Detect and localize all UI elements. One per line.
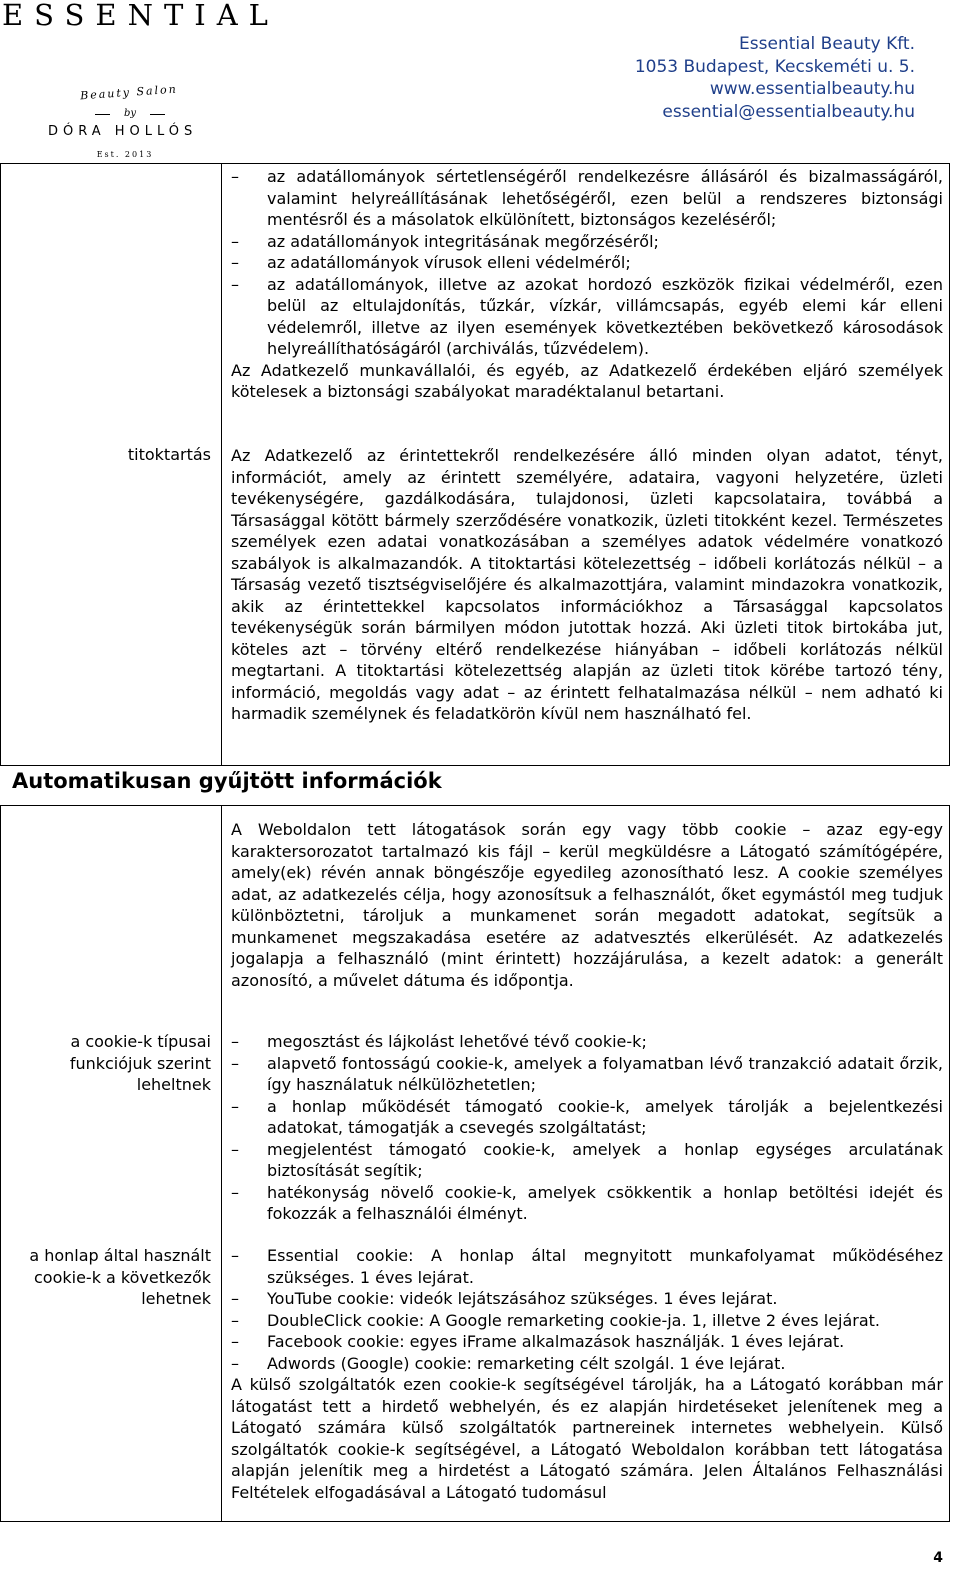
list-item: – az adatállományok sértetlenségéről rendelkezésre állásáról és bizalmasságáról, valamint helyreállításának lehetőségéről, ezen belül a rendszeres biztonsági mentésről és a másolatok elkülönített, biztonságos kezeléséről; <box>231 166 943 231</box>
logo-owner-name: DÓRA HOLLÓS <box>48 124 198 139</box>
logo <box>0 0 279 165</box>
company-address: 1053 Budapest, Kecskeméti u. 5. <box>634 56 915 77</box>
list-item: – DoubleClick cookie: A Google remarketing cookie-ja. 1, illetve 2 éves lejárat. <box>231 1310 943 1332</box>
company-email[interactable]: essential@essentialbeauty.hu <box>662 101 915 122</box>
list-item: – Essential cookie: A honlap által megnyitott munkafolyamat működéséhez szükséges. 1 éves lejárat. <box>231 1245 943 1288</box>
list-item: – az adatállományok integritásának megőrzéséről; <box>231 231 943 253</box>
security-measures-cell <box>231 166 943 403</box>
cookies-table <box>0 805 950 1522</box>
company-website[interactable]: www.essentialbeauty.hu <box>709 79 915 99</box>
used-cookies-closing-text: A külső szolgáltatók ezen cookie-k segítségével tárolják, ha a Látogató korábban már látogatást tett a hirdető webhelyén, és ez alapján hirdetéseket jelenítenek meg a Látogató számára külső szolgáltatók partnereinek internetes webhelyein. Külső szolgáltatók cookie-k segítségével, a Látogató Weboldalon korábban tett látogatása alapján jelenítik meg a hirdetést a Látogató számára. Jelen Általános Felhasználási Feltételek elfogadásával a Látogató tudomásul <box>231 1375 943 1502</box>
used-cookies-cell <box>231 1245 943 1503</box>
used-cookies-label: a honlap által használt cookie-k a következők lehetnek <box>29 1246 211 1308</box>
confidentiality-text: Az Adatkezelő az érintettekről rendelkezésére álló minden olyan adatot, tényt, információt, amely az érintett személyére, adataira, vagyoni helyzetére, üzleti tevékenységére, gazdálkodására, tulajdonosi, üzleti kapcsolataira, továbbá a Társasággal kötött bármely szerződésére vonatkozik, üzleti titokként kezel. Természetes személyek ezen adatai vonatkozásában a személyes adatok védelmére vonatkozó szabályok is alkalmazandók. A titoktartási kötelezettség – időbeli korlátozás nélkül – a Társaság vezető tisztségviselőjére és alkalmazottjára, valamint mindazokra vonatkozik, akik az érintettekkel kapcsolatos információkhoz a Társasággal kapcsolatos tevékenységük során bármilyen módon jutottak hozzá. Aki üzleti titok birtokába jut, köteles azt – törvény eltérő rendelkezése hiányában – időbeli korlátozás nélkül megtartani. A titoktartási kötelezettség alapján az üzleti titok körébe tartozó tény, információ, megoldás vagy adat – az érintett felhatalmazása nélkül – nem adható ki harmadik személynek és feladatkörön kívül nem használható fel. <box>231 446 943 723</box>
company-info <box>495 33 915 123</box>
security-table <box>0 163 950 766</box>
cookie-intro-text: A Weboldalon tett látogatások során egy vagy több cookie – azaz egy-egy karaktersorozatot tartalmazó kis fájl – kerül megküldésre a Látogató számítógépére, amely(ek) révén annak böngészője egyedileg azonosítható lesz. A cookie személyes adat, az adatkezelés célja, hogy azonosítsuk a felhasználót, őket egymástól meg tudjuk különböztetni, tároljuk a munkamenet során megadott adatokat, segítsük a munkamenet megszakadása esetére az adatvesztés elkerülését. Az adatkezelés jogalapja a felhasználó (mint érintett) hozzájárulása, a kezelt adatok: a generált azonosító, a művelet dátuma és időpontja. <box>231 820 943 990</box>
logo-script-text <box>78 80 178 102</box>
logo-script-label: Beauty Salon <box>79 82 179 103</box>
list-item: – Adwords (Google) cookie: remarketing célt szolgál. 1 éve lejárat. <box>231 1353 943 1375</box>
company-name: Essential Beauty Kft. <box>739 34 915 54</box>
cookie-types-cell <box>231 1031 943 1225</box>
list-item: – hatékonyság növelő cookie-k, amelyek csökkentik a honlap betöltési idejét és fokozzák a felhasználói élményt. <box>231 1182 943 1225</box>
cookie-types-list <box>231 1031 943 1225</box>
list-item: – megjelentést támogató cookie-k, amelyek a honlap egységes arculatának biztosítását segítik; <box>231 1139 943 1182</box>
security-closing-text: Az Adatkezelő munkavállalói, és egyéb, az Adatkezelő érdekében eljáró személyek kötelesek a biztonsági szabályokat maradéktalanul betartani. <box>231 360 943 401</box>
used-cookies-list <box>231 1245 943 1374</box>
list-item: – megosztást és lájkolást lehetővé tévő cookie-k; <box>231 1031 943 1053</box>
cookie-types-label: a cookie-k típusai funkciójuk szerint leheltnek <box>69 1032 211 1094</box>
column-divider <box>221 806 222 1521</box>
logo-brand-text: ESSENTIAL <box>2 0 279 32</box>
list-item: – az adatállományok vírusok elleni védelméről; <box>231 252 943 274</box>
security-measures-list <box>231 166 943 360</box>
list-item: – alapvető fontosságú cookie-k, amelyek a folyamatban lévő tranzakció adatait őrzik, így használatuk nélkülözhetetlen; <box>231 1053 943 1096</box>
list-item: – az adatállományok, illetve az azokat hordozó eszközök fizikai védelméről, ezen belül az eltulajdonítás, tűzkár, vízkár, villámcsapás, egyéb elemi kár elleni védelemről, illetve az ilyen események következtében bekövetkező károsodások helyreállíthatóságáról (archiválás, tűzvédelem). <box>231 274 943 360</box>
confidentiality-label: titoktartás <box>127 445 211 464</box>
column-divider <box>221 164 222 765</box>
section-heading: Automatikusan gyűjtött információk <box>12 769 442 793</box>
logo-by-text: by <box>95 108 165 120</box>
list-item: – a honlap működését támogató cookie-k, amelyek tárolják a bejelentkezési adatokat, támogatják a csevegés szolgáltatást; <box>231 1096 943 1139</box>
list-item: – Facebook cookie: egyes iFrame alkalmazások használják. 1 éves lejárat. <box>231 1331 943 1353</box>
page-number: 4 <box>933 1550 943 1566</box>
logo-established: Est. 2013 <box>96 150 154 159</box>
list-item: – YouTube cookie: videók lejátszásához szükséges. 1 éves lejárat. <box>231 1288 943 1310</box>
